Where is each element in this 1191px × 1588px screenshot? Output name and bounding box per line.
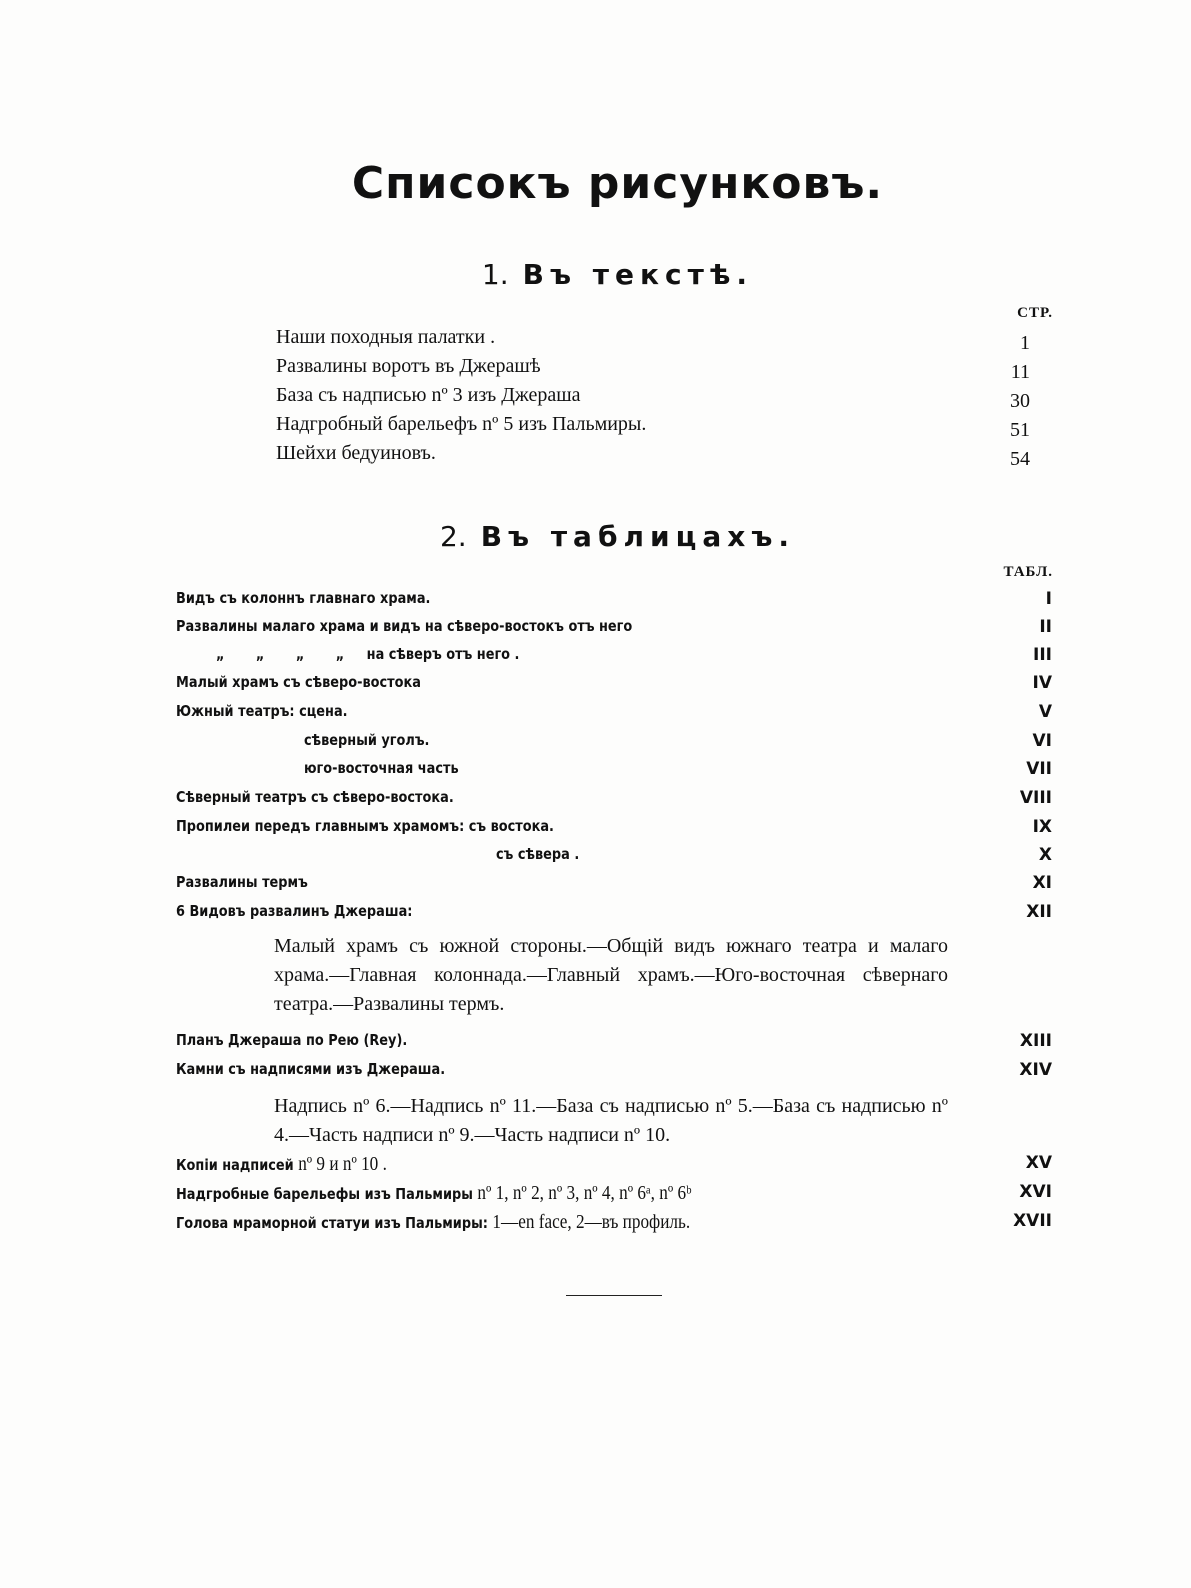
page-column-header: СТР. (1017, 305, 1053, 321)
list-item (276, 326, 1052, 354)
section-1-heading (0, 258, 1191, 291)
table-row (176, 673, 1052, 699)
plate-label: „ „ „ „ на сѣверъ отъ него . (216, 645, 520, 663)
plate-number: XIII (1019, 1031, 1052, 1051)
plate-label: Развалины малаго храма и видъ на сѣверо-востокъ отъ него (176, 617, 633, 635)
plate-number: XII (1026, 902, 1052, 922)
item-label: Надгробный барельефъ nº 5 изъ Пальмиры. (276, 413, 647, 435)
plate-label: Развалины термъ (176, 873, 308, 891)
plate-label: Южный театръ: сцена. (176, 702, 348, 720)
list-item (276, 442, 1052, 470)
plate-label (176, 1182, 691, 1205)
list-item (276, 384, 1052, 412)
plate-number: VIII (1019, 788, 1052, 808)
list-item (276, 413, 1052, 441)
plate-number: V (1038, 702, 1052, 722)
page-number: 1 (1020, 332, 1030, 354)
table-row (176, 759, 1052, 785)
plate-label (176, 1211, 690, 1234)
plate-label: Планъ Джераша по Рею (Rey). (176, 1031, 408, 1049)
plate-label-tail: 1—en face, 2—въ профиль. (492, 1211, 691, 1233)
plate-label: Сѣверный театръ съ сѣверо-востока. (176, 788, 454, 806)
plate-label: Малый храмъ съ сѣверо-востока (176, 673, 421, 691)
plate-number: II (1039, 617, 1052, 637)
table-row (176, 1031, 1052, 1057)
item-label: База съ надписью nº 3 изъ Джераша (276, 384, 581, 406)
plate-number: XVII (1013, 1211, 1052, 1231)
plate-number: I (1045, 589, 1052, 609)
page-title: Списокъ рисунковъ. (351, 158, 884, 209)
plate-column-header: ТАБЛ. (1003, 564, 1053, 580)
item-label: Наши походныя палатки . (276, 326, 496, 348)
section-2-number: 2. (439, 520, 467, 553)
plate-number: IX (1032, 817, 1052, 837)
plate-label-bold: Копіи надписей (176, 1156, 294, 1174)
plate-number: XIV (1019, 1060, 1052, 1080)
table-row (176, 817, 1052, 843)
table-row (176, 645, 1052, 671)
page-number: 51 (1010, 419, 1030, 441)
section-1-title: Въ текстѣ. (522, 258, 754, 291)
plate-label (176, 1153, 387, 1176)
table-row (176, 902, 1052, 928)
list-item (276, 355, 1052, 383)
plate-number: VII (1026, 759, 1052, 779)
item-label: Развалины воротъ въ Джерашѣ (276, 355, 541, 377)
end-divider (566, 1295, 662, 1296)
plate-label: юго-восточная часть (304, 759, 459, 777)
table-row (176, 845, 1052, 871)
plate-label: Видъ съ колоннъ главнаго храма. (176, 589, 431, 607)
table-row (176, 788, 1052, 814)
plate-number: VI (1032, 731, 1052, 751)
plate-label-tail: nº 1, nº 2, nº 3, nº 4, nº 6ᵃ, nº 6ᵇ (477, 1182, 692, 1204)
section-2-title: Въ таблицахъ. (480, 520, 796, 553)
table-row (176, 873, 1052, 899)
plate-label-bold: Надгробные барельефы изъ Пальмиры (176, 1185, 473, 1203)
table-row (176, 617, 1052, 643)
item-label: Шейхи бедуиновъ. (276, 442, 436, 464)
plate-label: Камни съ надписями изъ Джераша. (176, 1060, 446, 1078)
table-row (176, 1182, 1052, 1208)
plate-label: Пропилеи передъ главнымъ храмомъ: съ востока. (176, 817, 554, 835)
plate-xiv-description: Надпись nº 6.—Надпись nº 11.—База съ надписью nº 5.—База съ надписью nº 4.—Часть надписи nº 9.—Часть надписи nº 10. (274, 1095, 948, 1146)
table-row (176, 1211, 1052, 1237)
plate-xii-description: Малый храмъ съ южной стороны.—Общій видъ южнаго театра и малаго храма.—Главная колоннада.—Главный храмъ.—Юго-восточная сѣвернаго театра.—Развалины термъ. (274, 935, 948, 1015)
section-2-heading (0, 520, 1191, 553)
plate-number: XV (1025, 1153, 1052, 1173)
plate-label-tail: nº 9 и nº 10 . (298, 1153, 387, 1175)
page-number: 30 (1010, 390, 1030, 412)
plate-number: XI (1032, 873, 1052, 893)
plate-number: III (1033, 645, 1052, 665)
plate-label: съ сѣвера . (496, 845, 580, 863)
plate-label: 6 Видовъ развалинъ Джераша: (176, 902, 413, 920)
table-row (176, 1060, 1052, 1086)
plate-label-bold: Голова мраморной статуи изъ Пальмиры: (176, 1214, 488, 1232)
page-number: 54 (1010, 448, 1030, 470)
plate-label: сѣверный уголъ. (304, 731, 430, 749)
plate-number: XVI (1019, 1182, 1052, 1202)
table-row (176, 702, 1052, 728)
plate-number: IV (1032, 673, 1052, 693)
table-row (176, 589, 1052, 615)
table-row (176, 1153, 1052, 1179)
section-1-number: 1. (481, 258, 509, 291)
plate-number: X (1038, 845, 1052, 865)
page-number: 11 (1010, 361, 1030, 383)
table-row (176, 731, 1052, 757)
